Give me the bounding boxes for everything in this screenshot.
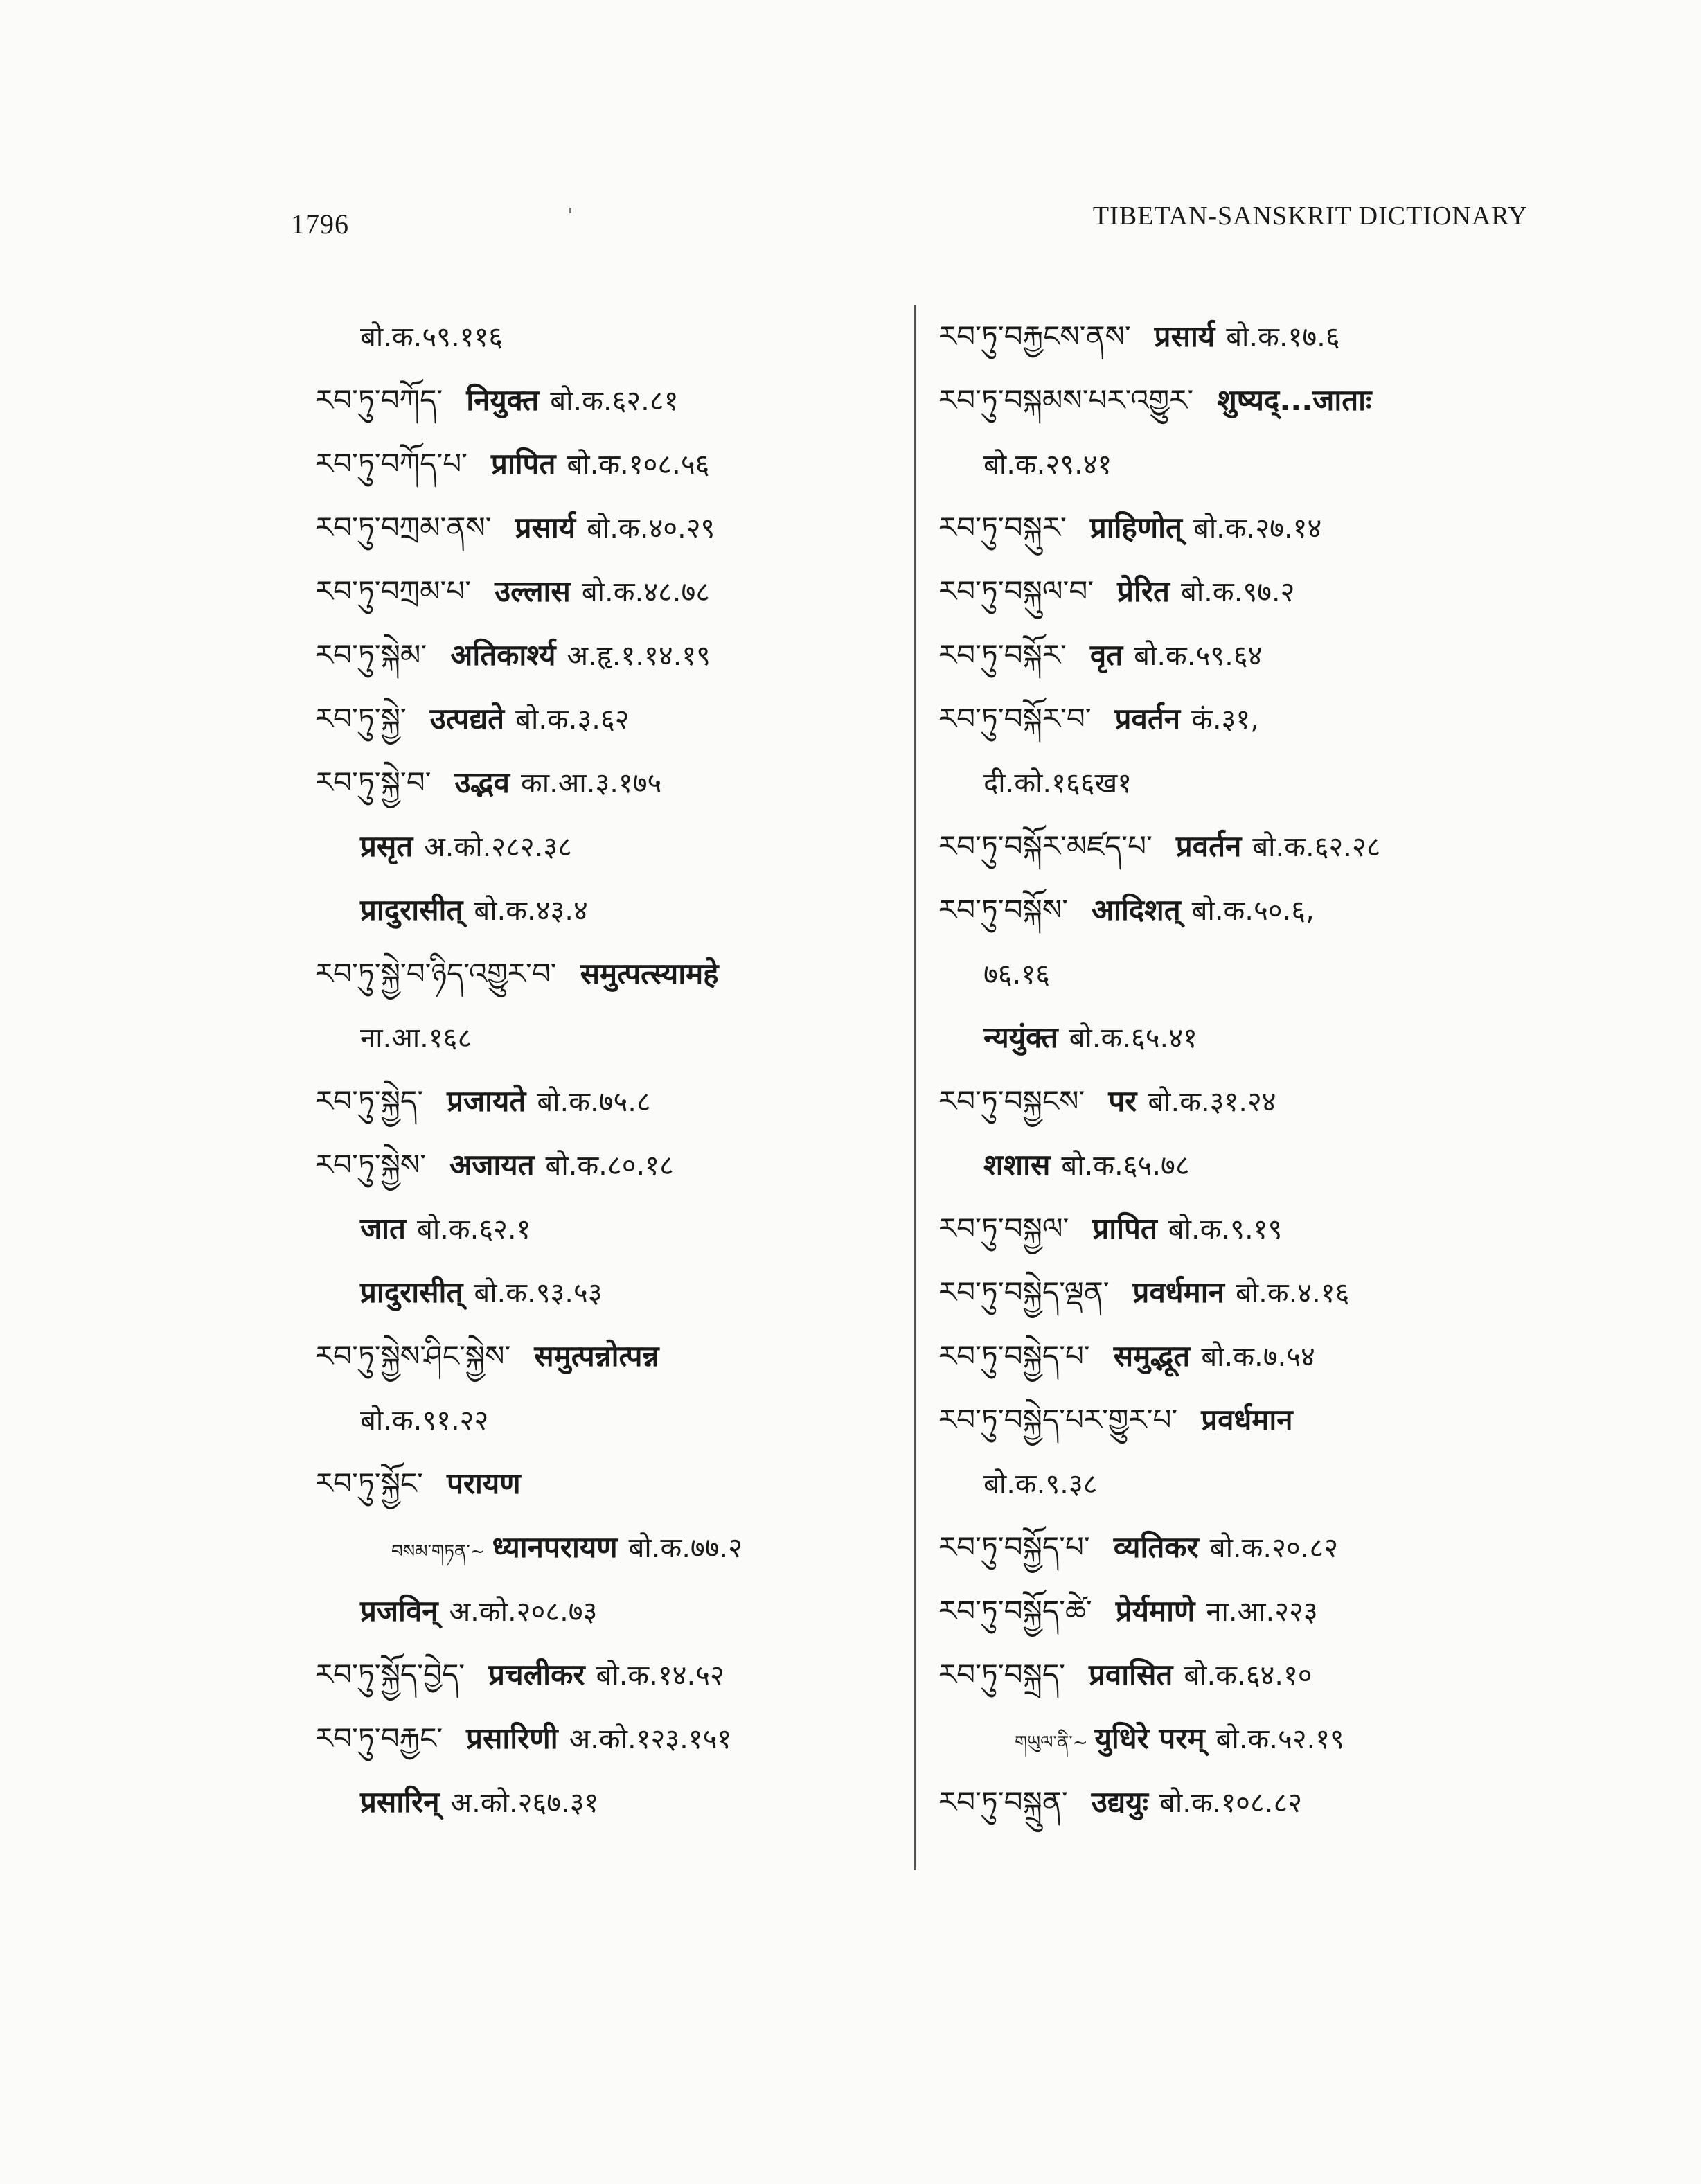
source-reference: अ.को.२०८.७३ — [449, 1596, 598, 1628]
source-reference: बो.क.९७.२ — [1180, 576, 1295, 608]
sanskrit-equivalent: उत्पद्यते — [429, 702, 505, 736]
tibetan-headword: རབ་ཏུ་བསྐམས་པར་འགྱུར་ — [938, 383, 1194, 417]
source-reference: बो.क.५२.१९ — [1215, 1723, 1344, 1755]
tibetan-headword: རབ་ཏུ་བརྐྱང་ — [315, 1721, 443, 1755]
source-reference: बो.क.३.६२ — [515, 704, 630, 736]
dictionary-entry — [315, 878, 925, 942]
tibetan-headword: རབ་ཏུ་བསྐོས་ — [938, 893, 1069, 927]
tibetan-headword: རབ་ཏུ་བསྐོར་ — [938, 638, 1067, 672]
dictionary-entry — [938, 369, 1548, 432]
tibetan-headword: རབ་ཏུ་སྐྱེད་ — [315, 1084, 424, 1118]
tibetan-headword: རབ་ཏུ་བསྐྱེད་ལྡན་ — [938, 1275, 1110, 1309]
sanskrit-equivalent: प्रसार्य — [515, 511, 576, 544]
dictionary-entry — [938, 942, 1548, 1006]
tibetan-headword: རབ་ཏུ་བསྐྲད་ — [938, 1658, 1065, 1692]
tibetan-headword: རབ་ཏུ་བསྐྱོད་པ་ — [938, 1530, 1090, 1564]
dictionary-entry — [315, 1006, 925, 1069]
source-reference: बो.क.६५.४१ — [1069, 1022, 1197, 1054]
sanskrit-equivalent: जात — [360, 1211, 406, 1245]
dictionary-entry — [938, 305, 1548, 369]
dictionary-entry — [315, 305, 925, 369]
sanskrit-equivalent: आदिशत् — [1092, 893, 1181, 927]
sanskrit-equivalent: व्यतिकर — [1113, 1530, 1199, 1564]
source-reference: बो.क.६२.१ — [416, 1214, 531, 1245]
tibetan-headword: རབ་ཏུ་བསྐྱེད་པ་ — [938, 1339, 1090, 1373]
dictionary-entry — [938, 496, 1548, 560]
source-reference: बो.क.६२.२८ — [1252, 831, 1381, 863]
dictionary-entry — [315, 1707, 925, 1770]
tibetan-headword: རབ་ཏུ་བསྐུར་ — [938, 511, 1067, 544]
source-reference: अ.को.१२३.१५१ — [569, 1723, 732, 1755]
tibetan-headword: རབ་ཏུ་སྐྱེ་བ་ཉིད་འགྱུར་བ་ — [315, 957, 557, 991]
dictionary-entry — [938, 1388, 1548, 1452]
dictionary-entry — [315, 1197, 925, 1261]
sanskrit-equivalent: पर — [1108, 1084, 1137, 1118]
dictionary-entry — [938, 751, 1548, 815]
source-reference: बो.क.७.५४ — [1201, 1341, 1315, 1373]
dictionary-entry — [315, 1579, 925, 1643]
source-reference: अ.को.२८२.३८ — [424, 831, 573, 863]
source-reference: बो.क.९१.२२ — [360, 1405, 489, 1437]
source-reference: बो.क.१७.६ — [1226, 321, 1340, 353]
source-reference: बो.क.५९.११६ — [360, 321, 504, 353]
source-reference: दी.को.१६६ख१ — [983, 767, 1132, 799]
dictionary-entry — [315, 1261, 925, 1324]
dictionary-entry — [938, 1452, 1548, 1516]
dictionary-entry — [315, 1452, 925, 1516]
sanskrit-equivalent: प्रवर्तन — [1114, 702, 1181, 736]
source-reference: बो.क.४.१६ — [1235, 1277, 1350, 1309]
tibetan-headword: རབ་ཏུ་སྐྱོང་ — [315, 1466, 423, 1500]
dictionary-entry — [938, 623, 1548, 687]
dictionary-entry — [315, 560, 925, 623]
source-reference: ना.आ.१६८ — [360, 1022, 472, 1054]
tibetan-compound: གཡུལ་ནི་~ — [1015, 1732, 1088, 1753]
dictionary-entry — [315, 1388, 925, 1452]
sanskrit-equivalent: समुत्पत्स्यामहे — [580, 957, 719, 991]
dictionary-entry — [315, 1516, 925, 1579]
dictionary-entry — [315, 942, 925, 1006]
sanskrit-equivalent: वृत — [1089, 638, 1123, 672]
tibetan-headword: རབ་ཏུ་བསྐོར་བ་ — [938, 702, 1092, 736]
dictionary-entry — [938, 1324, 1548, 1388]
tibetan-headword: རབ་ཏུ་སྐྱེས་ — [315, 1148, 427, 1182]
dictionary-entry — [938, 1643, 1548, 1707]
column-divider — [914, 305, 916, 1870]
left-column — [315, 305, 925, 1834]
tibetan-headword: རབ་ཏུ་བཀྲམ་ནས་ — [315, 511, 492, 544]
tibetan-headword: རབ་ཏུ་སྐེམ་ — [315, 638, 427, 672]
dictionary-entry — [315, 687, 925, 751]
source-reference: का.आ.३.१७५ — [521, 767, 662, 799]
dictionary-entry — [938, 1006, 1548, 1069]
dictionary-entry — [315, 1643, 925, 1707]
source-reference: बो.क.१०८.५६ — [567, 449, 710, 481]
sanskrit-equivalent: प्रजायते — [447, 1084, 526, 1118]
sanskrit-equivalent: उद्ययुः — [1091, 1785, 1149, 1819]
sanskrit-equivalent: प्रापित — [490, 447, 556, 481]
tibetan-headword: རབ་ཏུ་བསྐྱངས་ — [938, 1084, 1085, 1118]
sanskrit-equivalent: शुष्यद्...जाताः — [1217, 383, 1372, 417]
dictionary-entry — [315, 1069, 925, 1133]
source-reference: बो.क.५०.६, — [1191, 895, 1315, 927]
sanskrit-equivalent: उल्लास — [495, 574, 571, 608]
sanskrit-equivalent: अतिकार्श्य — [450, 638, 556, 672]
source-reference: ना.आ.२२३ — [1206, 1596, 1318, 1628]
sanskrit-equivalent: शशास — [983, 1148, 1051, 1182]
tibetan-compound: བསམ་གཏན་~ — [391, 1541, 486, 1562]
sanskrit-equivalent: प्रचलीकर — [488, 1658, 585, 1692]
tibetan-headword: རབ་ཏུ་བཀོད་ — [315, 383, 443, 417]
dictionary-entry — [315, 623, 925, 687]
dictionary-entry — [938, 1069, 1548, 1133]
sanskrit-equivalent: परायण — [447, 1466, 521, 1500]
dictionary-entry — [315, 1770, 925, 1834]
dictionary-entry — [938, 687, 1548, 751]
sanskrit-equivalent: प्रादुरासीत् — [360, 893, 463, 927]
dictionary-entry — [315, 1324, 925, 1388]
source-reference: बो.क.९३.५३ — [474, 1277, 603, 1309]
dictionary-entry — [315, 496, 925, 560]
sanskrit-equivalent: प्रवासित — [1089, 1658, 1173, 1692]
dictionary-entry — [315, 815, 925, 878]
dictionary-entry — [938, 560, 1548, 623]
sanskrit-equivalent: अजायत — [449, 1148, 535, 1182]
sanskrit-equivalent: प्रवर्तन — [1175, 829, 1242, 863]
source-reference: बो.क.२९.४१ — [983, 449, 1112, 481]
source-reference: बो.क.२७.१४ — [1193, 513, 1322, 544]
source-reference: बो.क.७७.२ — [628, 1532, 743, 1564]
source-reference: बो.क.१४.५२ — [596, 1660, 724, 1692]
tibetan-headword: རབ་ཏུ་སྐྱེས་ཤིང་སྐྱེས་ — [315, 1339, 511, 1373]
dictionary-entry — [315, 751, 925, 815]
source-reference: बो.क.३१.२४ — [1148, 1086, 1276, 1118]
tibetan-headword: རབ་ཏུ་བཀྲམ་པ་ — [315, 574, 472, 608]
source-reference: बो.क.४०.२९ — [587, 513, 715, 544]
sanskrit-equivalent: युधिरे परम् — [1094, 1721, 1205, 1755]
source-reference: अ.हृ.१.१४.१९ — [567, 640, 711, 672]
dictionary-entry — [938, 815, 1548, 878]
sanskrit-equivalent: प्रसारिन् — [360, 1785, 440, 1819]
source-reference: बो.क.६५.७८ — [1061, 1150, 1190, 1182]
tibetan-headword: རབ་ཏུ་བསྐྱོད་ཚེ་ — [938, 1594, 1092, 1628]
source-reference: बो.क.४३.४ — [474, 895, 588, 927]
sanskrit-equivalent: उद्भव — [454, 765, 510, 799]
tibetan-headword: རབ་ཏུ་སྐྱེ་ — [315, 702, 407, 736]
dictionary-entry — [938, 432, 1548, 496]
dictionary-entry — [938, 878, 1548, 942]
sanskrit-equivalent: प्रेरित — [1117, 574, 1170, 608]
tibetan-headword: རབ་ཏུ་བསྐྱལ་ — [938, 1211, 1069, 1245]
dictionary-entry — [315, 369, 925, 432]
source-reference: बो.क.८०.१८ — [545, 1150, 674, 1182]
sanskrit-equivalent: प्रापित — [1092, 1211, 1157, 1245]
source-reference: बो.क.१०८.८२ — [1159, 1787, 1303, 1819]
dictionary-entry — [938, 1197, 1548, 1261]
dictionary-entry — [315, 1133, 925, 1197]
tibetan-headword: རབ་ཏུ་སྐྱོད་བྱེད་ — [315, 1658, 465, 1692]
running-head: TIBETAN-SANSKRIT DICTIONARY — [1092, 202, 1528, 231]
tibetan-headword: རབ་ཏུ་བསྐྱེད་པར་གྱུར་པ་ — [938, 1403, 1178, 1437]
tibetan-headword: རབ་ཏུ་བསྐུལ་བ་ — [938, 574, 1094, 608]
dictionary-entry — [938, 1770, 1548, 1834]
dictionary-entry — [315, 432, 925, 496]
sanskrit-equivalent: प्रादुरासीत् — [360, 1275, 463, 1309]
source-reference: बो.क.९.३८ — [983, 1468, 1098, 1500]
sanskrit-equivalent: प्रसृत — [360, 829, 413, 863]
source-reference: बो.क.९.१९ — [1168, 1214, 1283, 1245]
page-number: 1796 — [291, 208, 349, 240]
dictionary-entry — [938, 1133, 1548, 1197]
sanskrit-equivalent: नियुक्त — [466, 383, 540, 417]
source-reference: बो.क.६२.८१ — [550, 385, 679, 417]
sanskrit-equivalent: प्रसार्य — [1154, 319, 1215, 353]
source-reference: बो.क.७५.८ — [537, 1086, 651, 1118]
dictionary-entry — [938, 1579, 1548, 1643]
tibetan-headword: རབ་ཏུ་སྐྱེ་བ་ — [315, 765, 431, 799]
sanskrit-equivalent: प्रवर्धमान — [1201, 1403, 1293, 1437]
source-reference: ७६.१६ — [983, 959, 1050, 991]
source-reference: बो.क.५९.६४ — [1134, 640, 1263, 672]
source-reference: कं.३१, — [1191, 704, 1259, 736]
sanskrit-equivalent: प्रसारिणी — [466, 1721, 558, 1755]
source-reference: बो.क.२०.८२ — [1209, 1532, 1338, 1564]
source-reference: बो.क.४८.७८ — [581, 576, 711, 608]
dictionary-entry — [938, 1516, 1548, 1579]
sanskrit-equivalent: प्रजविन् — [360, 1594, 438, 1628]
sanskrit-equivalent: न्ययुंक्त — [983, 1020, 1058, 1054]
tibetan-headword: རབ་ཏུ་བཀོད་པ་ — [315, 447, 467, 481]
sanskrit-equivalent: समुत्पन्नोत्पन्न — [534, 1339, 659, 1373]
dictionary-entry — [938, 1261, 1548, 1324]
sanskrit-equivalent: ध्यानपरायण — [492, 1530, 618, 1564]
stray-mark — [569, 208, 571, 213]
source-reference: अ.को.२६७.३१ — [450, 1787, 599, 1819]
sanskrit-equivalent: प्राहिणोत् — [1089, 511, 1182, 544]
tibetan-headword: རབ་ཏུ་བསྐྲུན་ — [938, 1785, 1068, 1819]
tibetan-headword: རབ་ཏུ་བརྐྱངས་ནས་ — [938, 319, 1131, 353]
sanskrit-equivalent: समुद्भूत — [1113, 1339, 1191, 1373]
right-column — [938, 305, 1548, 1834]
dictionary-entry — [938, 1707, 1548, 1770]
sanskrit-equivalent: प्रवर्धमान — [1132, 1275, 1224, 1309]
source-reference: बो.क.६४.१० — [1184, 1660, 1312, 1692]
tibetan-headword: རབ་ཏུ་བསྐོར་མཛད་པ་ — [938, 829, 1152, 863]
sanskrit-equivalent: प्रेर्यमाणे — [1115, 1594, 1195, 1628]
